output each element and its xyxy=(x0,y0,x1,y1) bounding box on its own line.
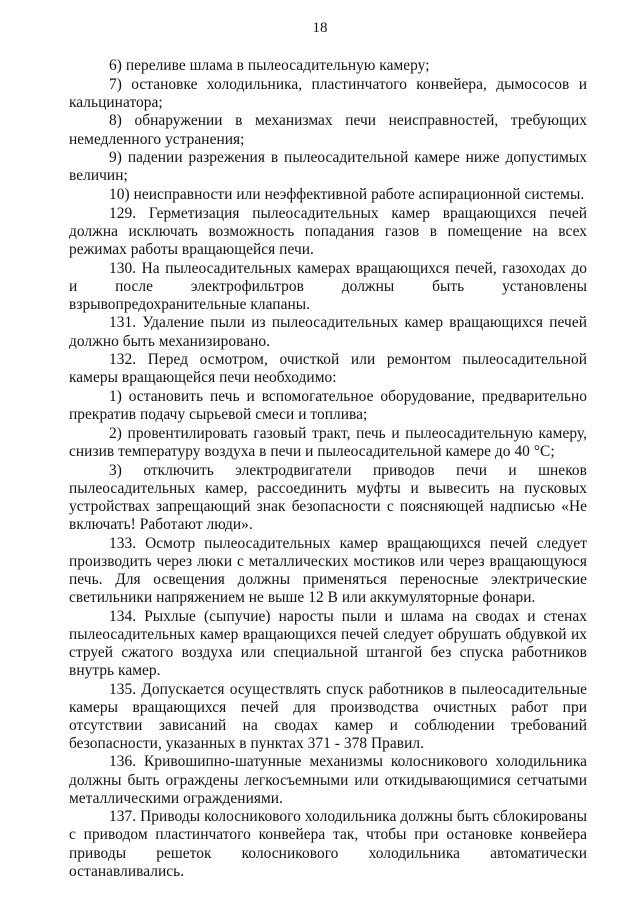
clause-135: 135. Допускается осуществлять спуск работников в пылеосадительные камеры вращающихся печей для производства очистных работ при отсутствии зависаний на сводах камер и соблюдении требований безопасности, указанных в пунктах 371 - 378 Правил. xyxy=(69,680,587,752)
clause-132: 132. Перед осмотром, очисткой или ремонтом пылеосадительной камеры вращающейся печи необходимо: xyxy=(69,351,587,387)
list-item-9: 9) падении разрежения в пылеосадительной камере ниже допустимых величин; xyxy=(69,149,587,185)
clause-134: 134. Рыхлые (сыпучие) наросты пыли и шлама на сводах и стенах пылеосадительных камер вращающихся печей следует обрушать обдувкой их струей сжатого воздуха или специальной штангой без спуска работников внутрь камер. xyxy=(69,607,587,679)
list-item-6: 6) переливе шлама в пылеосадительную камеру; xyxy=(109,57,430,74)
clause-131: 131. Удаление пыли из пылеосадительных камер вращающихся печей должно быть механизировано. xyxy=(69,314,587,350)
clause-136: 136. Кривошипно-шатунные механизмы колосникового холодильника должны быть ограждены легкосъемными или откидывающимися сетчатыми металлическими ограждениями. xyxy=(69,753,587,807)
list-item-10: 10) неисправности или неэффективной работе аспирационной системы. xyxy=(109,186,585,204)
document-body xyxy=(69,57,587,881)
list-item-7: 7) остановке холодильника, пластинчатого конвейера, дымососов и кальцинатора; xyxy=(69,75,587,111)
clause-133: 133. Осмотр пылеосадительных камер вращающихся печей следует производить через люки с металлических мостиков или через вращающуюся печь. Для освещения должны применяться переносные электрические светильники напряжением не выше 12 В или аккумуляторные фонари. xyxy=(69,534,587,606)
list-item-8: 8) обнаружении в механизмах печи неисправностей, требующих немедленного устранения; xyxy=(69,112,587,148)
clause-130: 130. На пылеосадительных камерах вращающихся печей, газоходах до и после электрофильтров должны быть установлены взрывопредохранительные клапаны. xyxy=(69,259,587,313)
clause-132-item-1: 1) остановить печь и вспомогательное оборудование, предварительно прекратив подачу сырьевой смеси и топлива; xyxy=(69,388,587,424)
clause-129: 129. Герметизация пылеосадительных камер вращающихся печей должна исключать возможность попадания газов в помещение на всех режимах работы вращающейся печи. xyxy=(69,204,587,258)
clause-132-item-3: 3) отключить электродвигатели приводов печи и шнеков пылеосадительных камер, рассоединить муфты и вывесить на пусковых устройствах запрещающий знак безопасности с поясняющей надписью «Не включать! Работают люди». xyxy=(69,461,587,533)
page-number: 18 xyxy=(312,20,328,36)
clause-137: 137. Приводы колосникового холодильника должны быть сблокированы с приводом пластинчатого конвейера так, чтобы при остановке конвейера приводы решеток колосникового холодильника автоматически останавливались. xyxy=(69,808,587,880)
clause-132-item-2: 2) провентилировать газовый тракт, печь и пылеосадительную камеру, снизив температуру воздуха в печи и пылеосадительной камере до 40 °C; xyxy=(69,424,587,460)
